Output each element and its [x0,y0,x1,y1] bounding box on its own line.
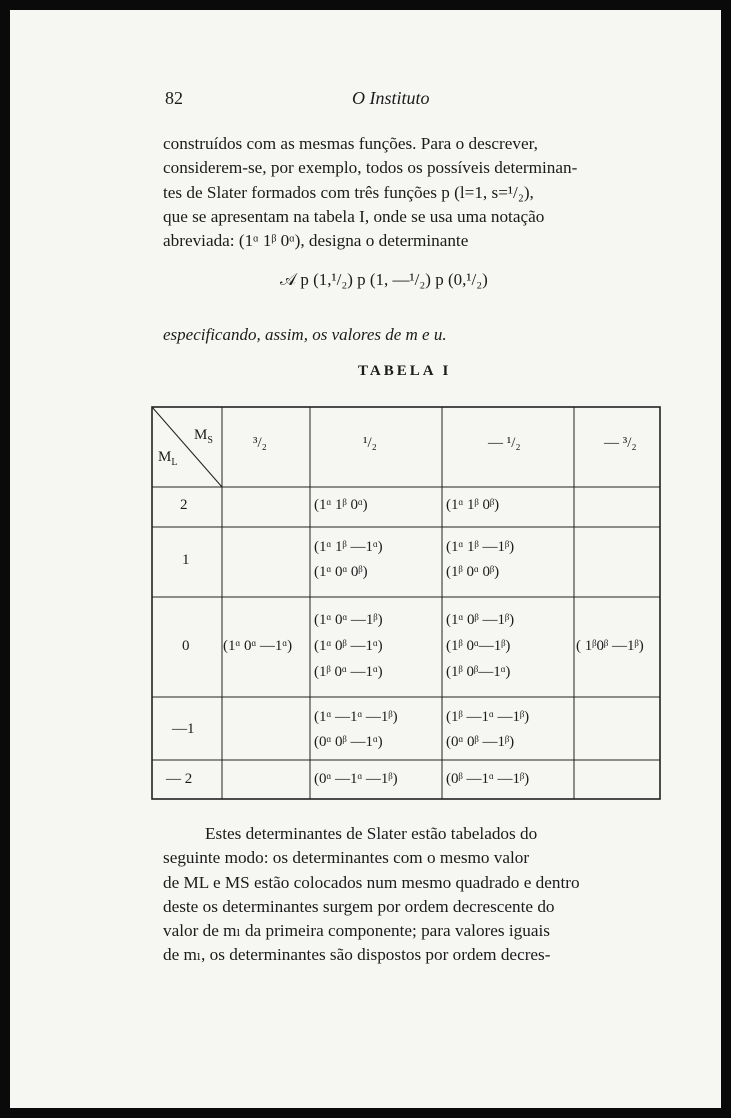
determinant-formula: 𝒜 p (1,¹/₂) p (1, —¹/₂) p (0,¹/₂) [280,270,488,289]
ml-value: —1 [172,721,195,737]
page-number: 82 [165,88,183,108]
ml-value: 0 [182,638,190,654]
determinant: (1ᵝ 0ᵅ 0ᵝ) [446,564,500,580]
text-line: Estes determinantes de Slater estão tabelados do [205,824,538,843]
determinant: (1ᵅ —1ᵅ —1ᵝ) [314,709,398,725]
determinant: (1ᵅ 1ᵝ 0ᵝ) [446,497,500,513]
paragraph-2 [163,822,650,968]
determinant: (1ᵝ —1ᵅ —1ᵝ) [446,709,530,725]
determinant: (1ᵝ 0ᵅ —1ᵅ) [314,664,383,680]
column-header: ¹/₂ [363,435,377,451]
determinant: (0ᵝ —1ᵅ —1ᵝ) [446,771,530,787]
page [10,10,721,1108]
paragraph-1 [163,132,650,253]
page-header [165,88,465,114]
text-line: tes de Slater formados com três funções p (l=1, s=¹/₂), [163,182,534,202]
determinant: ( 1ᵝ0ᵝ —1ᵝ) [576,638,644,654]
ml-value: 1 [182,552,190,568]
text-line: abreviada: (1ᵅ 1ᵝ 0ᵅ), designa o determinante [163,231,469,251]
corner-ml-label: $M_L$ [158,449,178,468]
determinant: (1ᵅ 1ᵝ 0ᵅ) [314,497,368,513]
determinant: (1ᵅ 1ᵝ —1ᵅ) [314,539,383,555]
table-title: TABELA I [358,363,452,379]
column-header: ³/₂ [253,435,267,451]
determinant: (0ᵅ —1ᵅ —1ᵝ) [314,771,398,787]
text-line: valor de mₗ da primeira componente; para valores iguais [163,921,550,941]
table-grid [150,405,662,801]
column-header: — ³/₂ [604,435,637,451]
text-line: que se apresentam na tabela I, onde se usa uma notação [163,206,545,226]
determinant: (1ᵅ 0ᵝ —1ᵅ) [314,638,383,654]
determinant: (1ᵝ 0ᵅ—1ᵝ) [446,638,511,654]
ml-value: 2 [180,497,188,513]
text-line: considerem-se, por exemplo, todos os possíveis determinan- [163,158,578,178]
text-line: construídos com as mesmas funções. Para o descrever, [163,134,538,153]
text-line: deste os determinantes surgem por ordem decrescente do [163,896,555,916]
text-line: de mₗ, os determinantes são dispostos por ordem decres- [163,945,551,965]
text-line: seguinte modo: os determinantes com o mesmo valor [163,848,530,868]
specifying-line: especificando, assim, os valores de m e u. [163,325,447,344]
determinant-table [150,405,662,801]
text-line: de ML e MS estão colocados num mesmo quadrado e dentro [163,872,580,892]
corner-ms-label: $M_S$ [194,427,213,446]
determinant: (1ᵝ 0ᵝ—1ᵅ) [446,664,511,680]
determinant: (1ᵅ 0ᵅ —1ᵅ) [223,638,293,654]
running-title: O Instituto [352,88,430,108]
determinant: (1ᵅ 0ᵅ —1ᵝ) [314,612,383,628]
column-header: — ¹/₂ [488,435,521,451]
determinant: (1ᵅ 0ᵅ 0ᵝ) [314,564,368,580]
determinant: (0ᵅ 0ᵝ —1ᵅ) [314,734,383,750]
determinant: (0ᵅ 0ᵝ —1ᵝ) [446,734,515,750]
determinant: (1ᵅ 1ᵝ —1ᵝ) [446,539,515,555]
ml-value: — 2 [166,771,193,787]
determinant: (1ᵅ 0ᵝ —1ᵝ) [446,612,515,628]
